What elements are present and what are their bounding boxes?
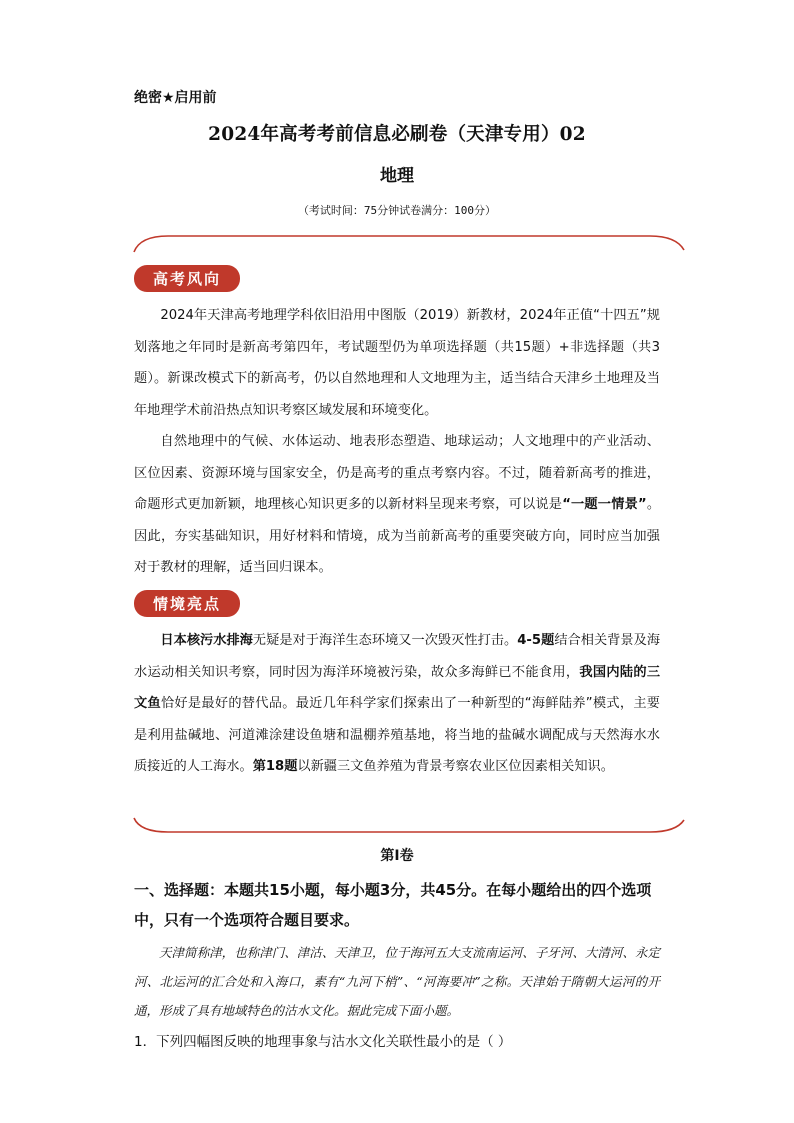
trend-tag: 高考风向 — [134, 265, 240, 292]
highlight-bold-3: 4-5题 — [517, 633, 555, 648]
trend-section — [134, 300, 660, 584]
top-arc-line — [134, 236, 684, 252]
highlight-paragraph — [134, 625, 660, 783]
exam-title: 2024年高考考前信息必刷卷（天津专用）02 — [208, 124, 586, 145]
confidential-label: 绝密★启用前 — [134, 90, 217, 106]
highlight-bold-5: 我国内陆的三文鱼 — [134, 664, 661, 711]
volume-heading: 第I卷 — [380, 848, 414, 864]
highlight-bold-7: 第18题 — [252, 759, 298, 774]
question-1: 1．下列四幅图反映的地理事象与沽水文化关联性最小的是（ ） — [134, 1034, 512, 1050]
question-material — [134, 938, 660, 1025]
section-heading: 一、选择题：本题共15小题，每小题3分，共45分。在每小题给出的四个选项中，只有一个选项符合题目要求。 — [134, 881, 652, 929]
trend-paragraph-2 — [134, 426, 660, 584]
highlight-text-2: 无疑是对于海洋生态环境又一次毁灭性打击。 — [252, 633, 518, 648]
highlight-text-8: 以新疆三文鱼养殖为背景考察农业区位因素相关知识。 — [297, 759, 614, 774]
trend-p2-text-c: 。因此，夯实基础知识，用好材料和情境，成为当前新高考的重要突破方向，同时应当加强对于教材的理解，适当回归课本。 — [134, 497, 661, 575]
highlight-tag: 情境亮点 — [134, 590, 240, 617]
trend-paragraph-1: 2024年天津高考地理学科依旧沿用中图版（2019）新教材，2024年正值“十四五”规划落地之年同时是新高考第四年，考试题型仍为单项选择题（共15题）+非选择题（共3题）。新课改模式下的新高考，仍以自然地理和人文地理为主，适当结合天津乡土地理及当年地理学术前沿热点知识考察区域发展和环境变化。 — [134, 308, 660, 418]
exam-info: （考试时间：75分钟试卷满分：100分） — [297, 204, 497, 217]
highlight-text-6: 恰好是最好的替代品。最近几年科学家们探索出了一种新型的“海鲜陆养”模式，主要是利用盐碱地、河道滩涂建设鱼塘和温棚养殖基地，将当地的盐碱水调配成与天然海水水质接近的人工海水。 — [134, 696, 660, 774]
trend-p2-bold: “一题一情景” — [562, 497, 647, 512]
highlight-bold-1: 日本核污水排海 — [160, 633, 253, 648]
highlight-section — [134, 625, 660, 783]
subject-title: 地理 — [380, 166, 414, 186]
question-material-text: 天津简称津，也称津门、津沽、天津卫，位于海河五大支流南运河、子牙河、大清河、永定河、北运河的汇合处和入海口，素有“九河下梢”、“河海要冲”之称。天津始于隋朝大运河的开通，形成了具有地域特色的沽水文化。据此完成下面小题。 — [134, 945, 660, 1018]
highlight-text-4: 结合相关背景及海水运动相关知识考察，同时因为海洋环境被污染，故众多海鲜已不能食用， — [134, 633, 661, 680]
bottom-arc-line — [134, 818, 684, 832]
trend-p2-text-a: 自然地理中的气候、水体运动、地表形态塑造、地球运动；人文地理中的产业活动、区位因素、资源环境与国家安全，仍是高考的重点考察内容。不过，随着新高考的推进，命题形式更加新颖，地理核心知识更多的以新材料呈现来考察，可以说是 — [134, 434, 660, 512]
